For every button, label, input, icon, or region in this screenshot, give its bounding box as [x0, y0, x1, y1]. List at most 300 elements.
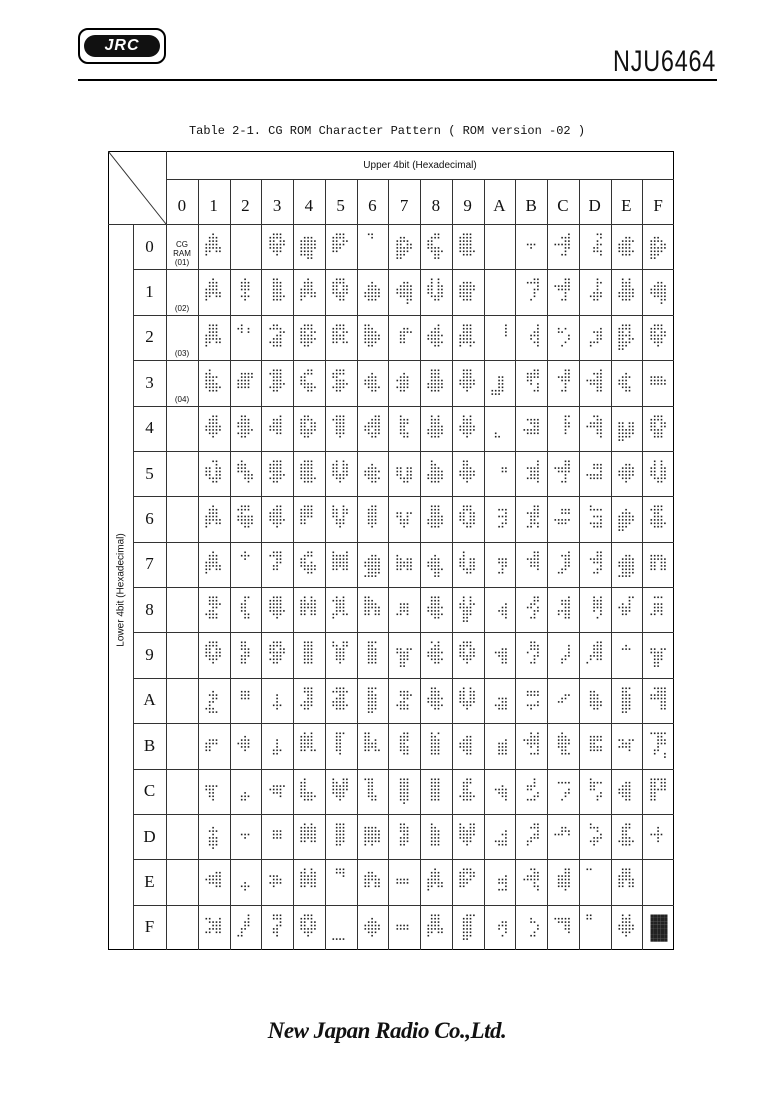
glyph-dot — [375, 335, 377, 337]
glyph-dot — [428, 935, 430, 937]
glyph-dot — [333, 565, 335, 567]
glyph-dot — [333, 335, 335, 337]
glyph-dot — [568, 792, 570, 794]
glyph-dot — [339, 840, 341, 842]
glyph-dot — [400, 788, 402, 790]
glyph-dot — [625, 293, 627, 295]
glyph-dot — [600, 387, 602, 389]
glyph-dot — [396, 474, 398, 476]
glyph-dot — [241, 931, 243, 933]
glyph-dot — [533, 565, 535, 567]
glyph-dot — [333, 418, 335, 420]
glyph-dot — [248, 418, 250, 420]
glyph-dot — [435, 743, 437, 745]
glyph-dot — [533, 879, 535, 881]
glyph-dot — [311, 649, 313, 651]
glyph-dot — [248, 698, 250, 700]
glyph-cell-88 — [426, 595, 445, 624]
glyph-dot — [562, 740, 564, 742]
glyph-dot — [654, 331, 656, 333]
glyph-dot — [565, 872, 567, 874]
glyph-dot — [406, 694, 408, 696]
glyph-dot — [279, 335, 281, 337]
glyph-dot — [438, 338, 440, 340]
glyph-dot — [371, 425, 373, 427]
glyph-dot — [248, 886, 250, 888]
glyph-dot — [435, 467, 437, 469]
glyph-dot — [593, 523, 595, 525]
glyph-dot — [216, 555, 218, 557]
glyph-dot — [428, 656, 430, 658]
glyph-dot — [657, 293, 659, 295]
glyph-dot — [657, 341, 659, 343]
glyph-dot — [304, 656, 306, 658]
glyph-dot — [209, 247, 211, 249]
glyph-dot — [276, 928, 278, 930]
glyph-dot — [629, 704, 631, 706]
glyph-dot — [364, 750, 366, 752]
glyph-dot — [336, 691, 338, 693]
glyph-dot — [308, 516, 310, 518]
glyph-dot — [537, 422, 539, 424]
glyph-dot — [618, 516, 620, 518]
glyph-dot — [276, 834, 278, 836]
glyph-dot — [537, 509, 539, 511]
glyph-dot — [216, 244, 218, 246]
glyph-dot — [435, 425, 437, 427]
glyph-dot — [657, 418, 659, 420]
glyph-dot — [463, 928, 465, 930]
glyph-dot — [276, 345, 278, 347]
glyph-dot — [371, 879, 373, 881]
glyph-dot — [431, 523, 433, 525]
glyph-dot — [470, 597, 472, 599]
glyph-dot — [600, 390, 602, 392]
glyph-dot — [216, 711, 218, 713]
glyph-dot — [660, 691, 662, 693]
glyph-dot — [664, 918, 667, 921]
glyph-dot — [657, 251, 659, 253]
glyph-dot — [216, 872, 218, 874]
glyph-dot — [406, 753, 408, 755]
glyph-dot — [375, 380, 377, 382]
glyph-dot — [650, 251, 652, 253]
glyph-dot — [466, 924, 468, 926]
glyph-dot — [336, 519, 338, 521]
glyph-dot — [339, 425, 341, 427]
glyph-dot — [460, 652, 462, 654]
glyph-dot — [346, 509, 348, 511]
glyph-dot — [216, 830, 218, 832]
glyph-dot — [657, 698, 659, 700]
glyph-dot — [304, 645, 306, 647]
glyph-dot — [505, 328, 507, 330]
glyph-dot — [301, 603, 303, 605]
glyph-dot — [590, 523, 592, 525]
glyph-dot — [375, 652, 377, 654]
glyph-dot — [343, 380, 345, 382]
glyph-dot — [629, 467, 631, 469]
glyph-dot — [664, 938, 667, 941]
glyph-dot — [428, 338, 430, 340]
glyph-dot — [209, 652, 211, 654]
glyph-dot — [629, 823, 631, 825]
glyph-dot — [530, 565, 532, 567]
glyph-dot — [406, 474, 408, 476]
glyph-dot — [654, 506, 656, 508]
glyph-dot — [304, 237, 306, 239]
glyph-dot — [375, 387, 377, 389]
glyph-dot — [568, 872, 570, 874]
glyph-dot — [431, 471, 433, 473]
glyph-dot — [470, 324, 472, 326]
glyph-dot — [216, 882, 218, 884]
glyph-dot — [368, 785, 370, 787]
glyph-dot — [375, 341, 377, 343]
glyph-dot — [308, 435, 310, 437]
glyph-dot — [308, 708, 310, 710]
glyph-dot — [336, 869, 338, 871]
glyph-dot — [502, 701, 504, 703]
glyph-cell-d1 — [585, 277, 604, 306]
glyph-cell-9c — [458, 777, 477, 806]
glyph-dot — [336, 568, 338, 570]
glyph-dot — [533, 795, 535, 797]
glyph-dot — [654, 523, 656, 525]
glyph-dot — [438, 526, 440, 528]
glyph-dot — [343, 827, 345, 829]
glyph-dot — [632, 422, 634, 424]
glyph-dot — [562, 733, 564, 735]
glyph-dot — [530, 918, 532, 920]
glyph-dot — [276, 516, 278, 518]
glyph-dot — [375, 830, 377, 832]
glyph-dot — [438, 924, 440, 926]
glyph-dot — [333, 467, 335, 469]
glyph-dot — [212, 282, 214, 284]
glyph-dot — [431, 830, 433, 832]
glyph-dot — [333, 244, 335, 246]
glyph-dot — [502, 921, 504, 923]
glyph-dot — [212, 387, 214, 389]
glyph-cell-e0 — [617, 232, 636, 261]
glyph-dot — [273, 652, 275, 654]
glyph-dot — [368, 387, 370, 389]
glyph-cell-7c — [395, 777, 414, 806]
glyph-dot — [308, 701, 310, 703]
glyph-dot — [530, 921, 532, 923]
glyph-dot — [438, 876, 440, 878]
glyph-dot — [537, 464, 539, 466]
glyph-dot — [657, 506, 659, 508]
glyph-dot — [375, 331, 377, 333]
glyph-dot — [276, 254, 278, 256]
glyph-dot — [304, 377, 306, 379]
glyph-dot — [237, 516, 239, 518]
glyph-dot — [406, 928, 408, 930]
glyph-dot — [403, 792, 405, 794]
glyph-dot — [237, 509, 239, 511]
table-caption: Table 2-1. CG ROM Character Pattern ( ROM version -02 ) — [188, 124, 586, 138]
glyph-dot — [209, 286, 211, 288]
glyph-dot — [502, 659, 504, 661]
glyph-dot — [212, 477, 214, 479]
glyph-dot — [248, 377, 250, 379]
glyph-dot — [650, 568, 652, 570]
glyph-dot — [343, 506, 345, 508]
glyph-dot — [530, 788, 532, 790]
glyph-cell-5a — [331, 686, 350, 715]
glyph-dot — [460, 649, 462, 651]
glyph-dot — [206, 519, 208, 521]
glyph-dot — [629, 921, 631, 923]
glyph-dot — [565, 568, 567, 570]
glyph-dot — [400, 823, 402, 825]
glyph-dot — [438, 698, 440, 700]
glyph-dot — [438, 286, 440, 288]
glyph-dot — [622, 530, 624, 532]
glyph-dot — [466, 299, 468, 301]
glyph-dot — [339, 792, 341, 794]
glyph-dot — [273, 750, 275, 752]
glyph-dot — [339, 837, 341, 839]
glyph-dot — [600, 558, 602, 560]
glyph-dot — [460, 746, 462, 748]
glyph-dot — [301, 377, 303, 379]
glyph-dot — [368, 792, 370, 794]
glyph-dot — [597, 425, 599, 427]
glyph-dot — [618, 788, 620, 790]
glyph-dot — [336, 872, 338, 874]
glyph-dot — [654, 931, 657, 934]
glyph-dot — [565, 370, 567, 372]
column-header-b: B — [525, 196, 537, 215]
glyph-dot — [622, 837, 624, 839]
glyph-dot — [568, 645, 570, 647]
glyph-dot — [600, 659, 602, 661]
glyph-dot — [279, 247, 281, 249]
glyph-dot — [625, 341, 627, 343]
glyph-dot — [470, 607, 472, 609]
glyph-dot — [364, 331, 366, 333]
glyph-dot — [632, 928, 634, 930]
glyph-dot — [470, 341, 472, 343]
glyph-dot — [304, 286, 306, 288]
glyph-dot — [378, 432, 380, 434]
glyph-dot — [301, 474, 303, 476]
glyph-dot — [568, 610, 570, 612]
glyph-dot — [565, 383, 567, 385]
glyph-dot — [403, 254, 405, 256]
glyph-dot — [495, 788, 497, 790]
glyph-dot — [403, 698, 405, 700]
glyph-dot — [435, 257, 437, 259]
glyph-dot — [400, 387, 402, 389]
glyph-dot — [654, 425, 656, 427]
column-header-6: 6 — [368, 196, 377, 215]
glyph-dot — [650, 649, 652, 651]
glyph-dot — [438, 383, 440, 385]
glyph-dot — [654, 597, 656, 599]
glyph-dot — [505, 792, 507, 794]
glyph-dot — [248, 740, 250, 742]
glyph-dot — [470, 750, 472, 752]
glyph-dot — [403, 477, 405, 479]
glyph-dot — [597, 387, 599, 389]
glyph-dot — [368, 662, 370, 664]
glyph-dot — [593, 844, 595, 846]
glyph-dot — [593, 691, 595, 693]
glyph-dot — [279, 607, 281, 609]
glyph-dot — [343, 471, 345, 473]
glyph-dot — [533, 781, 535, 783]
glyph-dot — [470, 918, 472, 920]
glyph-dot — [438, 840, 440, 842]
glyph-dot — [371, 785, 373, 787]
glyph-dot — [244, 694, 246, 696]
glyph-dot — [304, 876, 306, 878]
glyph-dot — [209, 840, 211, 842]
glyph-dot — [314, 837, 316, 839]
glyph-dot — [533, 823, 535, 825]
glyph-dot — [537, 516, 539, 518]
glyph-dot — [629, 928, 631, 930]
glyph-dot — [311, 555, 313, 557]
glyph-dot — [304, 519, 306, 521]
glyph-dot — [533, 935, 535, 937]
glyph-dot — [660, 924, 663, 927]
glyph-dot — [251, 377, 253, 379]
glyph-dot — [654, 377, 656, 379]
glyph-dot — [597, 341, 599, 343]
glyph-dot — [435, 481, 437, 483]
glyph-dot — [209, 474, 211, 476]
glyph-dot — [400, 390, 402, 392]
column-header-9: 9 — [463, 196, 472, 215]
glyph-dot — [438, 558, 440, 560]
glyph-dot — [466, 338, 468, 340]
grid-line-h — [133, 678, 674, 679]
glyph-dot — [431, 921, 433, 923]
glyph-dot — [311, 607, 313, 609]
glyph-dot — [237, 464, 239, 466]
glyph-dot — [470, 251, 472, 253]
glyph-dot — [368, 924, 370, 926]
glyph-dot — [660, 694, 662, 696]
glyph-dot — [593, 746, 595, 748]
glyph-dot — [438, 516, 440, 518]
glyph-dot — [650, 471, 652, 473]
glyph-dot — [565, 474, 567, 476]
glyph-dot — [314, 603, 316, 605]
glyph-dot — [333, 282, 335, 284]
glyph-dot — [562, 254, 564, 256]
glyph-dot — [597, 422, 599, 424]
glyph-dot — [431, 481, 433, 483]
glyph-dot — [600, 740, 602, 742]
glyph-dot — [375, 293, 377, 295]
glyph-dot — [400, 425, 402, 427]
glyph-dot — [378, 614, 380, 616]
glyph-dot — [654, 286, 656, 288]
glyph-cell-45 — [299, 459, 318, 488]
glyph-dot — [304, 464, 306, 466]
glyph-dot — [339, 733, 341, 735]
glyph-dot — [438, 390, 440, 392]
glyph-dot — [441, 652, 443, 654]
glyph-dot — [660, 614, 662, 616]
glyph-dot — [371, 558, 373, 560]
glyph-dot — [530, 746, 532, 748]
glyph-dot — [378, 477, 380, 479]
glyph-dot — [279, 341, 281, 343]
glyph-dot — [502, 558, 504, 560]
glyph-dot — [396, 704, 398, 706]
glyph-dot — [343, 652, 345, 654]
glyph-dot — [212, 645, 214, 647]
glyph-dot — [428, 879, 430, 881]
glyph-dot — [431, 286, 433, 288]
glyph-dot — [654, 519, 656, 521]
glyph-dot — [558, 740, 560, 742]
glyph-dot — [244, 736, 246, 738]
glyph-dot — [435, 418, 437, 420]
glyph-dot — [463, 460, 465, 462]
glyph-dot — [438, 882, 440, 884]
glyph-dot — [660, 610, 662, 612]
glyph-dot — [276, 617, 278, 619]
glyph-dot — [410, 477, 412, 479]
glyph-dot — [311, 645, 313, 647]
glyph-dot — [343, 467, 345, 469]
glyph-dot — [244, 422, 246, 424]
glyph-dot — [311, 600, 313, 602]
glyph-dot — [438, 652, 440, 654]
glyph-dot — [657, 788, 659, 790]
glyph-dot — [660, 603, 662, 605]
glyph-dot — [565, 889, 567, 891]
glyph-dot — [375, 377, 377, 379]
glyph-dot — [244, 691, 246, 693]
glyph-dot — [629, 781, 631, 783]
glyph-dot — [466, 467, 468, 469]
glyph-dot — [371, 555, 373, 557]
glyph-dot — [431, 383, 433, 385]
glyph-dot — [406, 830, 408, 832]
glyph-dot — [368, 516, 370, 518]
glyph-dot — [301, 740, 303, 742]
glyph-dot — [431, 435, 433, 437]
glyph-dot — [371, 743, 373, 745]
glyph-dot — [435, 918, 437, 920]
glyph-dot — [209, 649, 211, 651]
glyph-dot — [308, 257, 310, 259]
glyph-dot — [530, 743, 532, 745]
glyph-dot — [460, 691, 462, 693]
glyph-dot — [333, 513, 335, 515]
glyph-dot — [378, 572, 380, 574]
glyph-dot — [435, 377, 437, 379]
glyph-dot — [339, 938, 341, 940]
glyph-dot — [470, 558, 472, 560]
glyph-dot — [654, 555, 656, 557]
glyph-dot — [371, 234, 373, 236]
glyph-cell-4a — [299, 686, 318, 715]
glyph-dot — [654, 938, 657, 941]
glyph-dot — [460, 341, 462, 343]
glyph-dot — [400, 474, 402, 476]
glyph-dot — [441, 293, 443, 295]
